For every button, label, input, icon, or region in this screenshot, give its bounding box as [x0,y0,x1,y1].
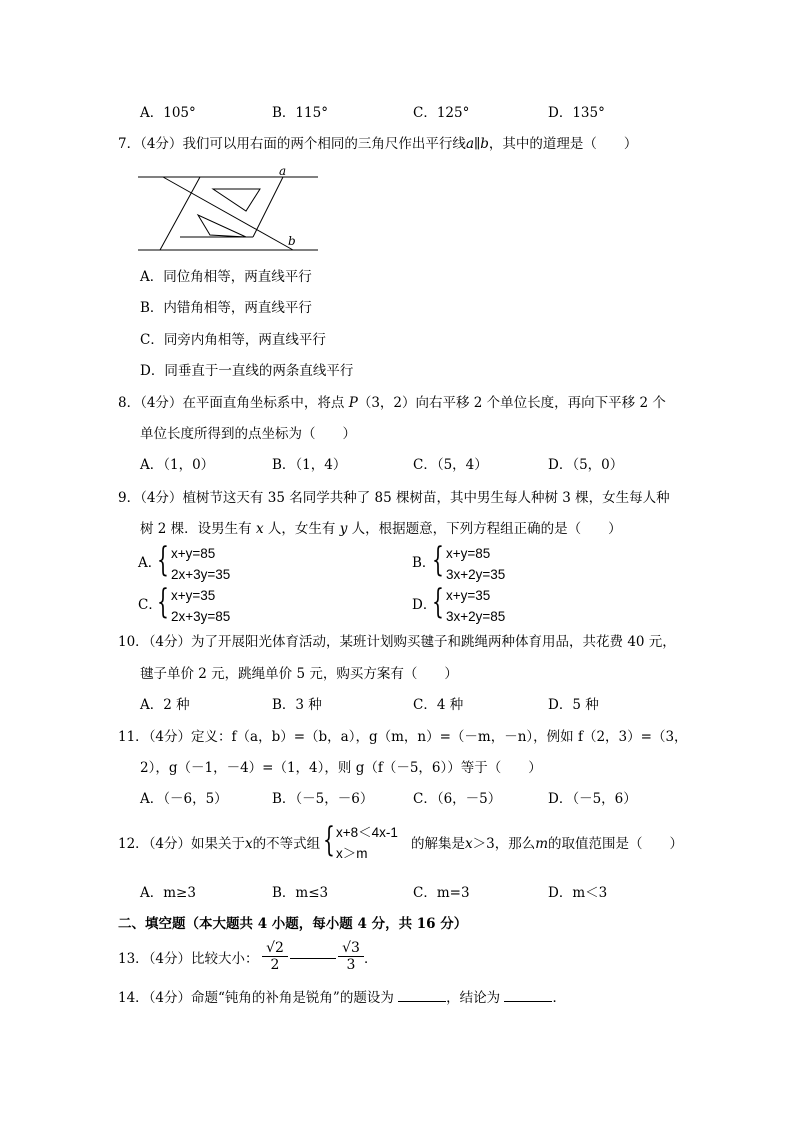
q7-option-b: B．内错角相等，两直线平行 [140,300,312,316]
q8-stem-line2: 单位长度所得到的点坐标为（ ） [140,426,356,442]
question-number: 10． [118,634,149,650]
q7-option-d: D．同垂直于一直线的两条直线平行 [140,363,354,379]
fig-label-b: b [288,234,296,248]
q6-option-d: D．135° [548,105,605,121]
q9-text-b: 人，女生有 [263,521,340,537]
q7-option-a: A．同位角相等，两直线平行 [140,269,312,285]
q9-option-a-label: A． [138,555,162,571]
numerator: √2 [266,940,284,956]
answer-blank-hypothesis[interactable] [398,1001,446,1002]
q13-stem [118,950,259,968]
question-score: （4分） [140,490,183,506]
q7-stem-post: ，其中的道理是（ ） [488,136,638,152]
q12-text-mid: 的不等式组 [252,836,321,852]
q12-text-post-a: 的解集是 [411,836,465,852]
q9-text-c: 人，根据题意，下列方程组正确的是（ ） [347,521,622,537]
question-score: （4分） [148,634,192,650]
equation: 2x+3y=85 [171,609,231,624]
q8-option-d: D．（5，0） [548,457,624,473]
q12-text-post-c: 的取值范围是（ ） [548,836,684,852]
q6-option-c: C．125° [413,105,470,121]
answer-blank-conclusion[interactable] [504,1001,552,1002]
question-number: 8． [118,395,141,411]
question-score: （4分） [148,836,192,852]
q9-option-b-system [446,543,505,585]
brace-icon: { [157,582,169,622]
question-number: 14． [118,990,149,1006]
q9-option-c-system [171,585,230,627]
q12-var-x2: x [465,836,473,852]
question-score: （4分） [148,990,192,1006]
denominator: 3 [338,956,364,973]
q7-option-c: C．同旁内角相等，两直线平行 [140,332,326,348]
brace-icon: { [157,540,169,580]
q6-option-b: B．115° [272,105,328,121]
q10-option-d: D．5 种 [548,697,599,713]
q13-text: 比较大小： [191,951,259,967]
q9-text-a: 树 2 棵．设男生有 [140,521,256,537]
answer-blank[interactable] [290,958,336,959]
q11-text: 定义：f（a，b）=（b，a），g（m，n）=（－m，－n），例如 f（2，3）=（3， [191,729,688,745]
q10-text: 为了开展阳光体育活动，某班计划购买毽子和跳绳两种体育用品，共花费 40 元， [191,634,676,650]
q14-end: ． [552,990,566,1006]
q11-option-a: A．（－6，5） [140,791,228,807]
q14-text-b: ，结论为 [446,990,505,1006]
q11-stem-line1 [118,728,688,746]
q8-option-c: C．（5，4） [413,457,488,473]
q8-stem-line1 [118,394,666,412]
q9-stem-line1 [118,489,670,507]
brace-icon: { [432,540,444,580]
question-number: 11． [118,729,149,745]
denominator: 2 [262,956,288,973]
q7-stem [118,135,637,153]
numerator: √3 [342,940,360,956]
equation: x+y=35 [446,588,491,603]
fig-label-a: a [279,165,287,178]
q13-end: ． [364,951,378,967]
q9-option-d-label: D． [412,597,437,613]
q9-option-b-label: B． [412,555,436,571]
q14-text-a: 命题“钝角的补角是锐角”的题设为 [191,990,399,1006]
q12-stem-a [118,835,320,853]
q9-option-c-label: C． [138,597,162,613]
q11-stem-line2: 2），g（－1，－4）=（1，4），则 g（f（－5，6））等于（ ） [140,760,542,776]
q12-option-b: B．m≤3 [272,885,329,901]
q12-var-x: x [245,836,253,852]
question-score: （4分） [148,729,192,745]
brace-icon: { [323,820,335,860]
question-number: 7． [118,136,141,152]
q10-option-c: C．4 种 [413,697,464,713]
q7-triangle-ruler-figure [138,165,328,255]
q12-inequality-system [336,822,398,864]
q9-var-x: x [255,521,264,537]
q7-stem-math: a∥b [465,136,489,152]
q8-text: 在平面直角坐标系中，将点 [182,395,349,411]
q12-option-a: A．m≥3 [140,885,196,901]
q9-text: 植树节这天有 35 名同学共种了 85 棵树苗，其中男生每人种树 3 棵，女生每人种 [182,490,670,506]
q8-option-a: A．（1，0） [140,457,215,473]
q9-option-d-system [446,585,505,627]
fraction-sqrt2-over-2 [262,940,288,973]
q12-option-d: D．m＜3 [548,885,608,901]
question-number: 9． [118,490,141,506]
q12-stem-b [411,835,683,853]
fraction-sqrt3-over-3 [338,940,364,973]
q12-text-post-b: ＞3，那么 [472,836,536,852]
section-title: 二、填空题（本大题共 4 小题，每小题 4 分，共 16 分） [118,916,468,932]
equation: 2x+3y=35 [171,567,231,582]
q14-stem [118,989,566,1007]
equation: x+y=35 [171,588,216,603]
q8-text-post: （3，2）向右平移 2 个单位长度，再向下平移 2 个 [357,395,666,411]
q12-text-pre: 如果关于 [191,836,246,852]
inequality: x＞m [336,846,368,861]
q10-option-a: A．2 种 [140,697,190,713]
q9-var-y: y [339,521,348,537]
q10-stem-line2: 毽子单价 2 元，跳绳单价 5 元，购买方案有（ ） [140,666,458,682]
q8-option-b: B．（1，4） [272,457,347,473]
equation: 3x+2y=85 [446,609,506,624]
brace-icon: { [432,582,444,622]
inequality: x+8＜4x-1 [336,825,398,840]
question-score: （4分） [140,136,183,152]
equation: x+y=85 [171,546,216,561]
question-number: 12． [118,836,149,852]
q10-stem-line1 [118,633,676,651]
question-score: （4分） [148,951,192,967]
q12-option-c: C．m=3 [413,885,470,901]
equation: 3x+2y=35 [446,567,506,582]
q11-option-c: C．（6，－5） [413,791,502,807]
q12-var-m: m [535,836,549,852]
q8-var-p: P [348,395,358,411]
q11-option-b: B．（－5，－6） [272,791,374,807]
q6-option-a: A．105° [140,105,196,121]
q9-option-a-system [171,543,230,585]
q10-option-b: B．3 种 [272,697,322,713]
equation: x+y=85 [446,546,491,561]
question-score: （4分） [140,395,183,411]
q9-stem-line2 [140,520,622,538]
question-number: 13． [118,951,149,967]
q11-option-d: D．（－5，6） [548,791,637,807]
q7-stem-pre: 我们可以用右面的两个相同的三角尺作出平行线 [182,136,466,152]
